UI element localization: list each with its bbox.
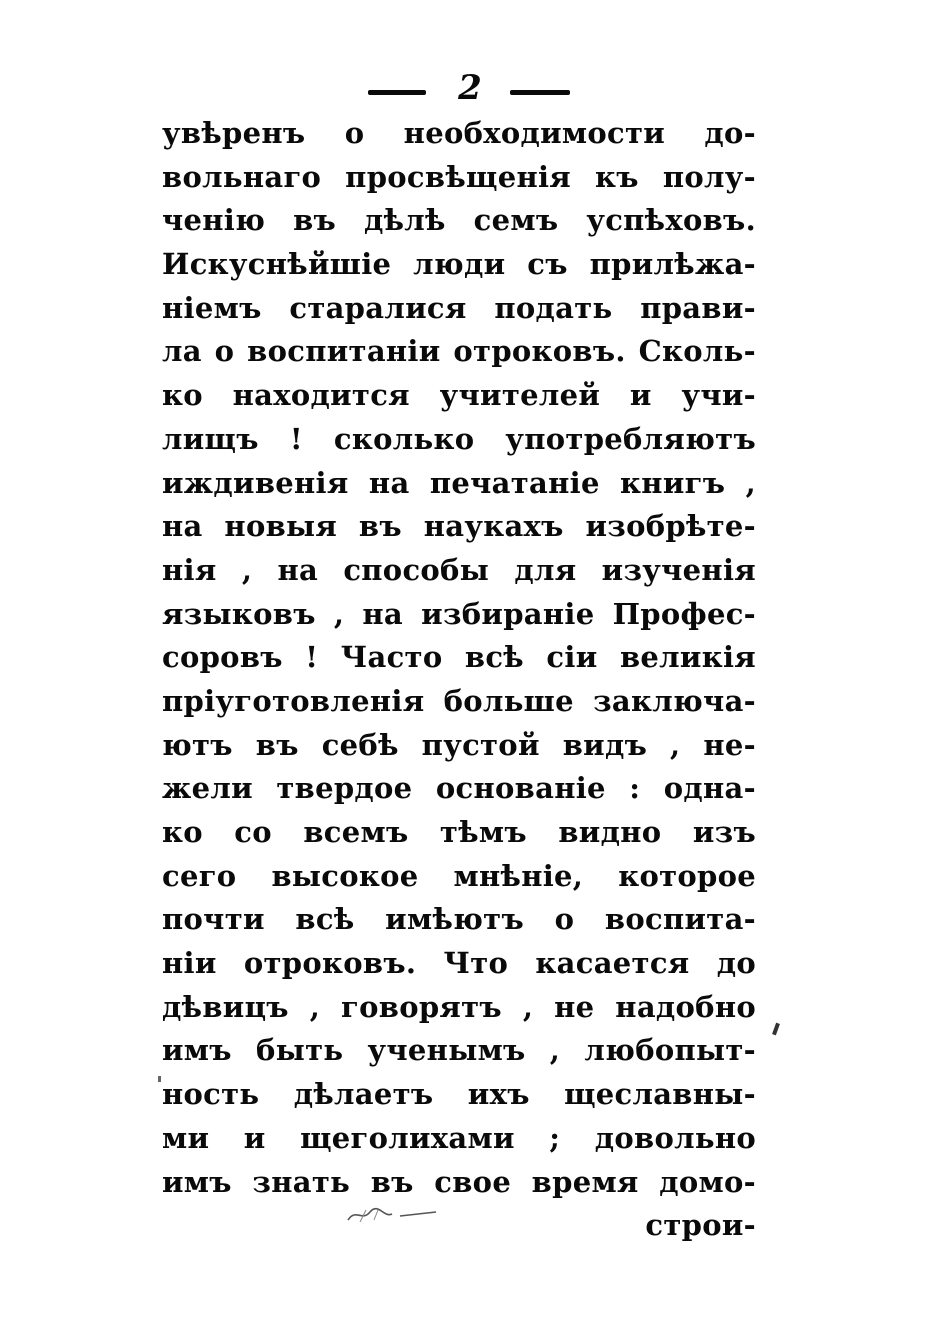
text-line: ченію въ дѣлѣ семъ успѣховъ. (162, 203, 756, 238)
body-text (162, 112, 756, 1248)
text-line: дѣвицъ , говорятъ , не надобно (162, 989, 756, 1024)
text-line: ніи отроковъ. Что касается до (162, 946, 756, 981)
text-line: пріуготовленія больше заключа- (162, 683, 756, 718)
page-number: 2 (458, 68, 482, 108)
text-line: имъ знать въ свое время домо- (162, 1164, 756, 1199)
page-header (0, 66, 936, 110)
text-line: ніемъ старалися подать прави- (162, 290, 756, 325)
catchword: строи- (645, 1208, 756, 1243)
text-line: ко находится учителей и учи- (162, 378, 756, 413)
text-line: ютъ въ себѣ пустой видъ , не- (162, 727, 756, 762)
text-line: сего высокое мнѣніе, которое (162, 858, 756, 893)
text-line: языковъ , на избираніе Профес- (162, 596, 756, 631)
text-line: на новыя въ наукахъ изобрѣте- (162, 509, 756, 544)
text-line: иждивенія на печатаніе книгъ , (162, 465, 756, 500)
text-line: ла о воспитаніи отроковъ. Сколь- (162, 334, 756, 369)
ink-mark (772, 1023, 780, 1036)
text-line: имъ быть ученымъ , любопыт- (162, 1033, 756, 1068)
text-line: почти всѣ имѣютъ о воспита- (162, 902, 756, 937)
text-line: лищъ ! сколько употребляютъ (162, 421, 756, 456)
text-line: соровъ ! Часто всѣ сіи великія (162, 640, 756, 675)
text-line: ность дѣлаетъ ихъ щеславны- (162, 1077, 756, 1112)
text-line: жели твердое основаніе : одна- (162, 771, 756, 806)
header-rule-left (368, 90, 426, 95)
ink-dot (158, 1076, 161, 1082)
text-line: вольнаго просвѣщенія къ полу- (162, 159, 756, 194)
text-line: увѣренъ о необходимости до- (162, 116, 756, 150)
text-line: нія , на способы для изученія (162, 552, 756, 587)
header-rule-right (510, 90, 570, 95)
ink-smudge (340, 1200, 440, 1226)
text-line: Искуснѣйшіе люди съ прилѣжа- (162, 247, 756, 282)
text-line: ми и щеголихами ; довольно (162, 1120, 756, 1155)
text-line: ко со всемъ тѣмъ видно изъ (162, 815, 756, 849)
